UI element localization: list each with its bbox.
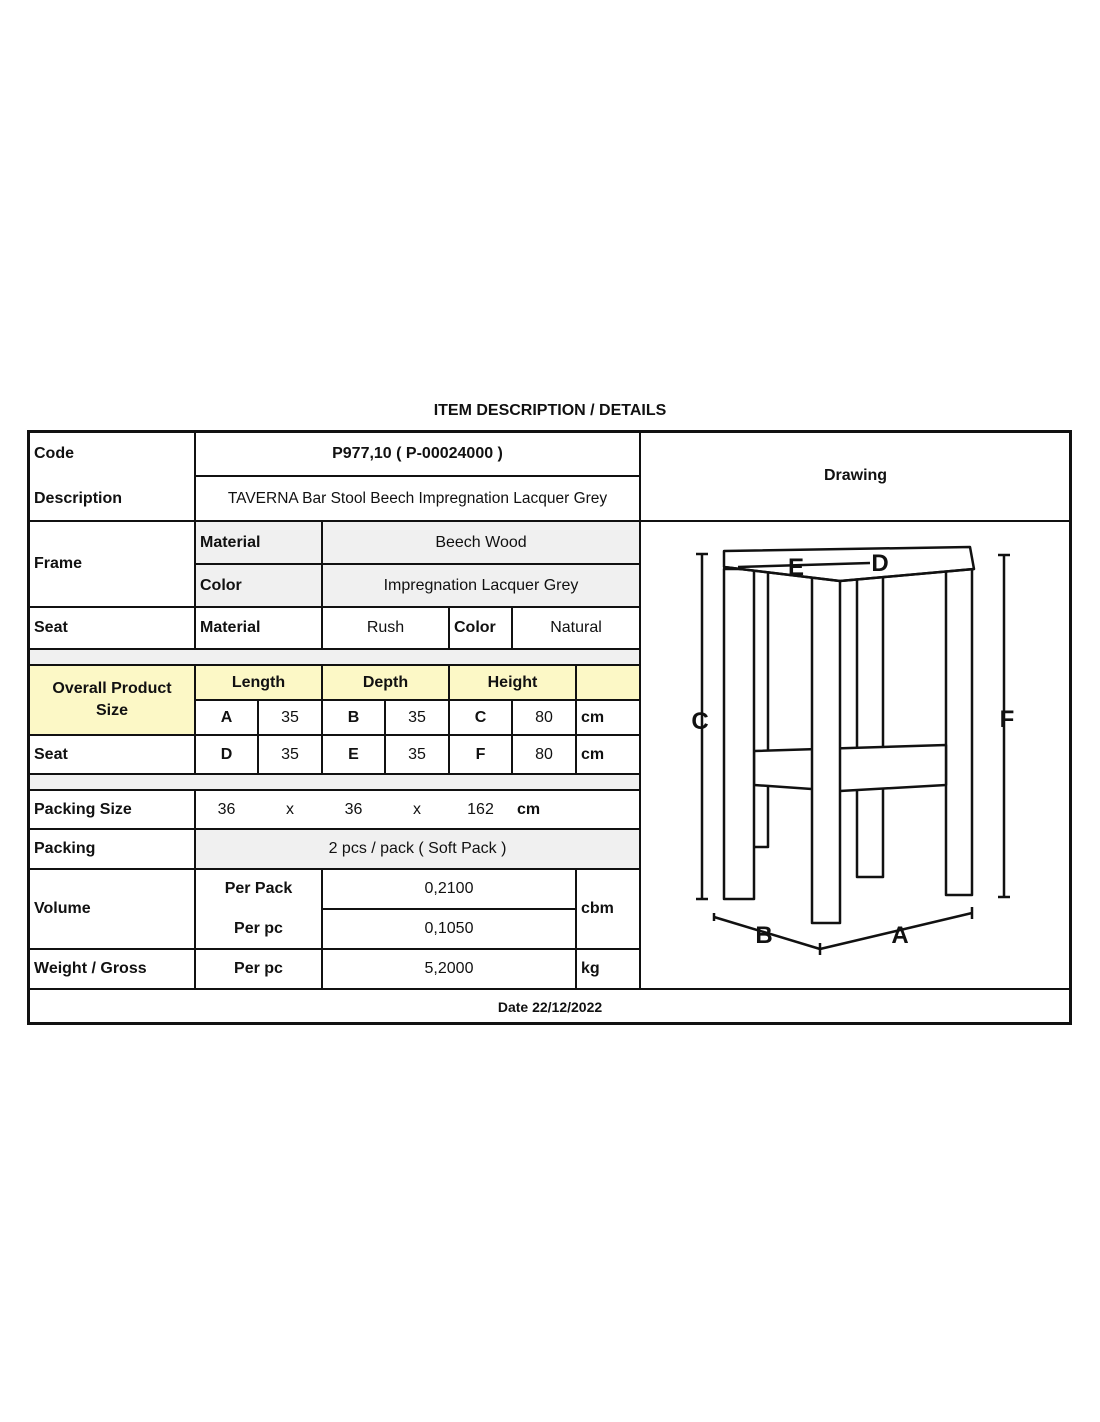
dim-a-letter: A — [220, 708, 233, 726]
drawing-label: Drawing — [823, 467, 888, 484]
drawing-letter-e: E — [787, 554, 805, 581]
dim-f-letter: F — [475, 745, 486, 763]
code-label: Code — [34, 444, 74, 462]
drawing-letter-a: A — [891, 922, 909, 949]
frame-material-label: Material — [200, 533, 261, 551]
length-header: Length — [231, 673, 286, 691]
date-footer: Date 22/12/2022 — [497, 998, 603, 1015]
code-value: P977,10 ( P-00024000 ) — [332, 444, 503, 462]
dim-e-letter: E — [348, 745, 359, 763]
frame-color-label: Color — [200, 576, 242, 594]
volume-per-pack-label: Per Pack — [224, 880, 293, 897]
frame-color-value: Impregnation Lacquer Grey — [383, 576, 579, 594]
volume-per-pack-value: 0,2100 — [424, 880, 474, 897]
bar-stool-drawing — [640, 521, 1072, 989]
seat-material-label: Material — [200, 619, 261, 636]
drawing-letter-c: C — [691, 708, 709, 735]
weight-unit: kg — [581, 960, 600, 977]
description-label: Description — [34, 490, 123, 507]
dim-f-value: 80 — [535, 745, 553, 763]
dim-b-letter: B — [347, 708, 360, 726]
overall-size-label: Overall Product Size — [52, 680, 172, 719]
packing-width: 36 — [217, 800, 236, 818]
volume-per-pc-label: Per pc — [234, 920, 283, 937]
drawing-letter-b: B — [755, 922, 773, 949]
front-left-leg — [724, 569, 754, 899]
dim-e-value: 35 — [408, 745, 426, 763]
dim-b-value: 35 — [408, 708, 426, 726]
weight-value: 5,2000 — [424, 960, 474, 977]
packing-size-label: Packing Size — [34, 800, 132, 818]
drawing-letter-f: F — [999, 706, 1015, 733]
document-title: ITEM DESCRIPTION / DETAILS — [433, 402, 667, 419]
packing-height: 162 — [467, 800, 494, 818]
description-value: TAVERNA Bar Stool Beech Impregnation Lacquer Grey — [227, 490, 608, 507]
volume-label: Volume — [34, 900, 91, 917]
dim-a-value: 35 — [281, 708, 299, 726]
overall-unit: cm — [581, 708, 605, 726]
packing-label: Packing — [34, 840, 96, 857]
packing-x1: x — [286, 800, 294, 818]
seat-color-label: Color — [454, 619, 496, 636]
frame-material-value: Beech Wood — [435, 533, 527, 551]
seat-color-value: Natural — [550, 619, 602, 636]
frame-label: Frame — [34, 555, 83, 572]
lower-stretcher — [754, 745, 946, 791]
packing-depth: 36 — [344, 800, 363, 818]
volume-unit: cbm — [581, 900, 614, 917]
spacer-row-2 — [30, 774, 640, 790]
dim-d-value: 35 — [281, 745, 299, 763]
seat-size-unit: cm — [581, 745, 605, 763]
dim-c-value: 80 — [535, 708, 553, 726]
depth-header: Depth — [362, 673, 409, 691]
packing-x2: x — [413, 800, 421, 818]
packing-value: 2 pcs / pack ( Soft Pack ) — [328, 840, 507, 857]
dim-c-letter: C — [474, 708, 487, 726]
seat-size-label: Seat — [34, 745, 68, 763]
spacer-row — [30, 649, 640, 665]
seat-material-value: Rush — [366, 619, 405, 636]
weight-label: Weight / Gross — [34, 960, 147, 977]
front-right-leg — [812, 573, 840, 923]
packing-size-unit: cm — [517, 800, 541, 818]
back-right-leg — [857, 567, 883, 877]
drawing-letter-d: D — [871, 550, 889, 577]
seat-label: Seat — [34, 619, 68, 636]
dim-d-letter: D — [220, 745, 233, 763]
right-leg — [946, 561, 972, 895]
weight-per-pc-label: Per pc — [234, 960, 283, 977]
volume-per-pc-value: 0,1050 — [424, 920, 474, 937]
height-header: Height — [487, 673, 538, 691]
